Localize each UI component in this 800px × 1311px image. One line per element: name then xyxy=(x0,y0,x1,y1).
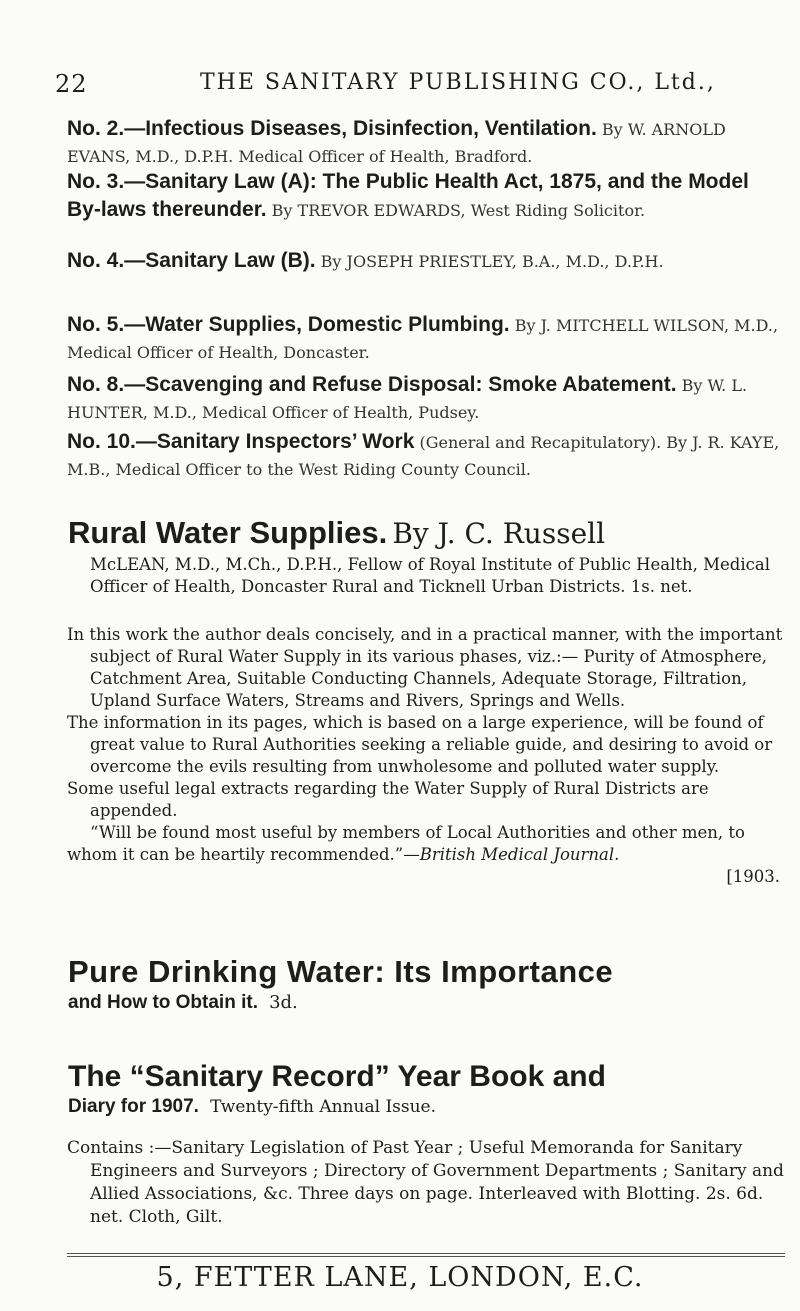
book-price: 3d. xyxy=(269,992,298,1013)
footer-rule xyxy=(67,1256,785,1257)
rural-water-heading xyxy=(68,515,783,551)
book-title: Pure Drinking Water: Its Importance xyxy=(68,954,614,989)
series-title: —Sanitary Law (B). xyxy=(124,249,316,272)
series-number: No. 8. xyxy=(67,373,125,396)
series-title: —Sanitary Inspectors’ Work xyxy=(135,430,415,453)
series-author: (General and Recapitulatory). By J. R. KAYE, M.B., Medical Officer to the West Riding County Council. xyxy=(67,433,780,479)
series-author: By W. ARNOLD EVANS, M.D., D.P.H. Medical Officer of Health, Bradford. xyxy=(67,120,726,166)
book-author: By J. C. Russell xyxy=(392,517,606,550)
book-subtitle-line xyxy=(68,992,783,1014)
footer-rule xyxy=(67,1253,785,1254)
series-title: —Infectious Diseases, Disinfection, Ventilation. xyxy=(124,117,597,140)
series-item-3 xyxy=(67,168,782,224)
record-contents xyxy=(67,1137,785,1229)
series-author: By TREVOR EDWARDS, West Riding Solicitor. xyxy=(271,201,646,220)
book-subtitle: Diary for 1907. xyxy=(68,1096,199,1117)
series-item-5 xyxy=(67,311,782,366)
book-title: The “Sanitary Record” Year Book and xyxy=(68,1060,606,1093)
paragraph: In this work the author deals concisely, and in a practical manner, with the important subject of Rural Water Supply in its various phases, viz.:— Purity of Atmosphere, Catchment Area, Suitable Conducting Channels, Adequate Storage, Filtration, Upland Surface Waters, Streams and Rivers, Springs and Wells. xyxy=(67,625,783,710)
series-author: By W. L. HUNTER, M.D., Medical Officer of Health, Pudsey. xyxy=(67,376,748,422)
book-title: Rural Water Supplies. xyxy=(68,515,388,550)
record-heading xyxy=(68,1060,783,1118)
running-head xyxy=(55,70,775,100)
publisher-address: 5, FETTER LANE, LONDON, E.C. xyxy=(156,1262,644,1293)
paragraph: Some useful legal extracts regarding the Water Supply of Rural Districts are appended. xyxy=(67,779,709,820)
quote-source: British Medical Journal. xyxy=(419,845,620,864)
paragraph: Contains :—Sanitary Legislation of Past Year ; Useful Memoranda for Sanitary Engineers and Surveyors ; Directory of Government Departments ; Sanitary and Allied Associations, &c. Three days on page. Interleaved with Blotting. 2s. 6d. net. Cloth, Gilt. xyxy=(67,1138,784,1227)
series-item-8 xyxy=(67,371,782,426)
book-credentials: McLEAN, M.D., M.Ch., D.P.H., Fellow of Royal Institute of Public Health, Medical Officer of Health, Doncaster Rural and Ticknell Urban Districts. 1s. net. xyxy=(90,555,770,596)
drinking-water-heading xyxy=(68,954,783,1014)
series-item-2 xyxy=(67,115,782,170)
series-number: No. 4. xyxy=(67,249,125,272)
series-item-10 xyxy=(67,428,782,483)
publication-date: [1903. xyxy=(726,867,780,886)
series-title: —Water Supplies, Domestic Plumbing. xyxy=(124,313,510,336)
series-number: No. 2. xyxy=(67,117,125,140)
book-subtitle: and How to Obtain it. xyxy=(68,992,258,1013)
series-author: By J. MITCHELL WILSON, M.D., Medical Officer of Health, Doncaster. xyxy=(67,316,779,362)
paragraph: The information in its pages, which is based on a large experience, will be found of great value to Rural Authorities seeking a reliable guide, and desiring to avoid or overcome the evils resulting from unwholesome and polluted water supply. xyxy=(67,713,773,776)
series-title: —Scavenging and Refuse Disposal: Smoke Abatement. xyxy=(124,373,677,396)
page-number: 22 xyxy=(55,70,88,98)
running-title: THE SANITARY PUBLISHING CO., Ltd., xyxy=(200,70,716,95)
series-number: No. 3. xyxy=(67,170,125,193)
series-author: By JOSEPH PRIESTLEY, B.A., M.D., D.P.H. xyxy=(320,252,664,271)
book-subtitle-line xyxy=(68,1096,783,1118)
book-description xyxy=(67,624,785,888)
series-number: No. 10. xyxy=(67,430,136,453)
review-quote: “Will be found most useful by members of Local Authorities and other men, to whom it can be heartily recommended.”—British Medical Journal. xyxy=(67,823,745,864)
series-number: No. 5. xyxy=(67,313,125,336)
book-issue: Twenty-fifth Annual Issue. xyxy=(210,1097,437,1117)
series-title: —Sanitary Law (A): The Public Health Act, 1875, and the Model By-laws thereunder. xyxy=(67,170,749,221)
series-item-4 xyxy=(67,247,782,275)
